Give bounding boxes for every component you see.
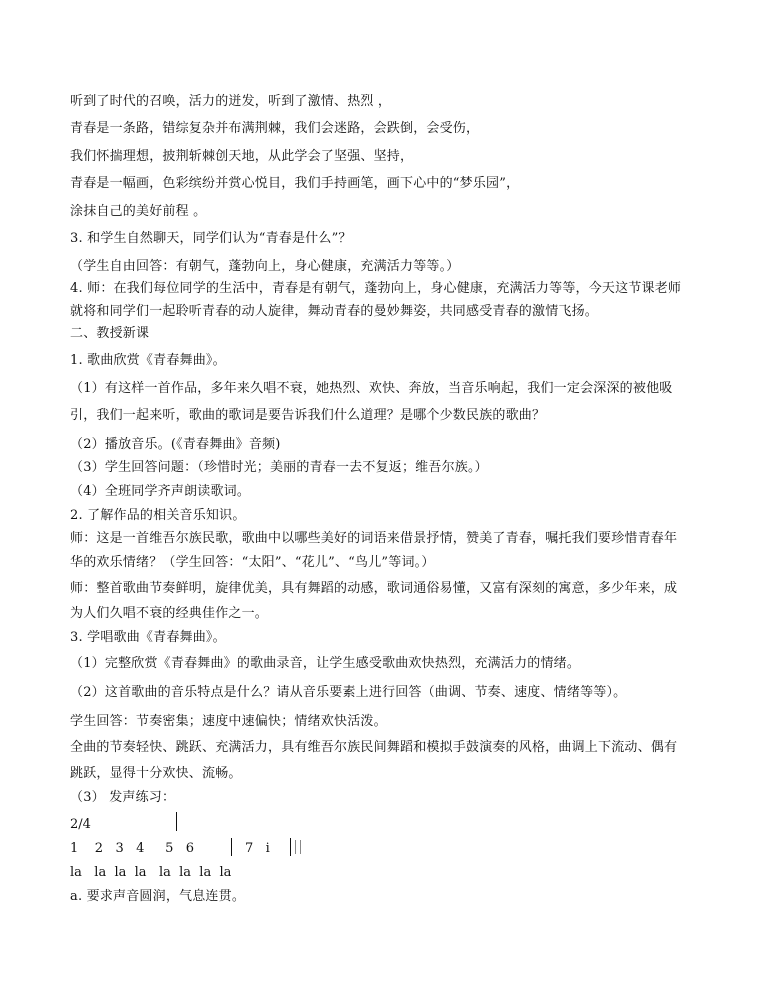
bar-line [231,838,232,856]
text-line: （2）这首歌曲的音乐特点是什么？请从音乐要素上进行回答（曲调、节奏、速度、情绪等等）。 [70,685,627,700]
text-line: 学生回答：节奏密集；速度中速偏快；情绪欢快活泼。 [70,714,387,729]
text-line: （4）全班同学齐声朗读歌词。 [70,484,251,499]
text-line: 4. 师：在我们每位同学的生活中，青春是有朝气，蓬勃向上，身心健康，充满活力等等，今天这节课老师 [70,281,682,296]
text-line: （2）播放音乐。(《青春舞曲》音频) [70,437,281,452]
text-line: 2. 了解作品的相关音乐知识。 [70,508,246,523]
text-line: 听到了时代的召唤，活力的迸发，听到了激情、热烈 ， [70,94,392,109]
text-line: 师：这是一首维吾尔族民歌，歌曲中以哪些美好的词语来借景抒情，赞美了青春，嘱托我们要珍惜青春年 [70,531,678,546]
text-line: 全曲的节奏轻快、跳跃、充满活力，具有维吾尔族民间舞蹈和模拟手鼓演奏的风格，曲调上下流动、偶有 [70,740,678,755]
text-line: 3. 和学生自然聊天，同学们认为“青春是什么”？ [70,231,352,246]
text-line: 青春是一幅画，色彩缤纷并赏心悦目，我们手持画笔，画下心中的“梦乐园”， [70,176,520,191]
text-line: 涂抹自己的美好前程 。 [70,204,207,219]
text-line: a. 要求声音圆润，气息连贯。 [70,889,246,904]
final-bar-line [300,840,301,854]
final-bar-line [290,838,291,856]
text-line: （1）完整欣赏《青春舞曲》的歌曲录音，让学生感受歌曲欢快热烈，充满活力的情绪。 [70,656,581,671]
text-line: 华的欢乐情绪？（学生回答：“太阳”、“花儿”、“鸟儿”等词。） [70,555,435,570]
lyric-syllables: la la la la la la la la [70,865,232,880]
text-line: （3） 发声练习： [70,790,176,805]
time-signature: 2/4 [70,817,91,832]
text-line: 师：整首歌曲节奏鲜明，旋律优美，具有舞蹈的动感，歌词通俗易懂，又富有深刻的寓意，多少年来，成 [70,581,678,596]
section-heading: 二、教授新课 [70,326,150,341]
text-line: （学生自由回答：有朝气，蓬勃向上，身心健康，充满活力等等。） [70,259,460,274]
text-line: 就将和同学们一起聆听青春的动人旋律，舞动青春的曼妙舞姿，共同感受青春的激情飞扬。 [70,304,599,319]
text-line: （1）有这样一首作品，多年来久唱不衰，她热烈、欢快、奔放，当音乐响起，我们一定会深深的被他吸 [70,381,673,396]
text-line: 1. 歌曲欣赏《青春舞曲》。 [70,353,226,368]
text-line: 我们怀揣理想，披荆斩棘创天地，从此学会了坚强、坚持， [70,149,414,164]
notes-measure-2: 7 i [245,841,270,856]
text-line: 跳跃，显得十分欢快、流畅。 [70,766,242,781]
notes-measure-1: 1 2 3 4 5 6 [70,841,195,856]
text-line: （3）学生回答问题：（珍惜时光；美丽的青春一去不复返；维吾尔族。） [70,460,488,475]
text-line: 3. 学唱歌曲《青春舞曲》。 [70,630,226,645]
text-line: 引，我们一起来听，歌曲的歌词是要告诉我们什么道理？是哪个少数民族的歌曲？ [70,408,546,423]
text-line: 青春是一条路，错综复杂并布满荆棘，我们会迷路，会跌倒，会受伤， [70,121,480,136]
text-line: 为人们久唱不衰的经典佳作之一。 [70,606,269,621]
final-bar-line [295,840,296,854]
bar-line [176,812,177,831]
